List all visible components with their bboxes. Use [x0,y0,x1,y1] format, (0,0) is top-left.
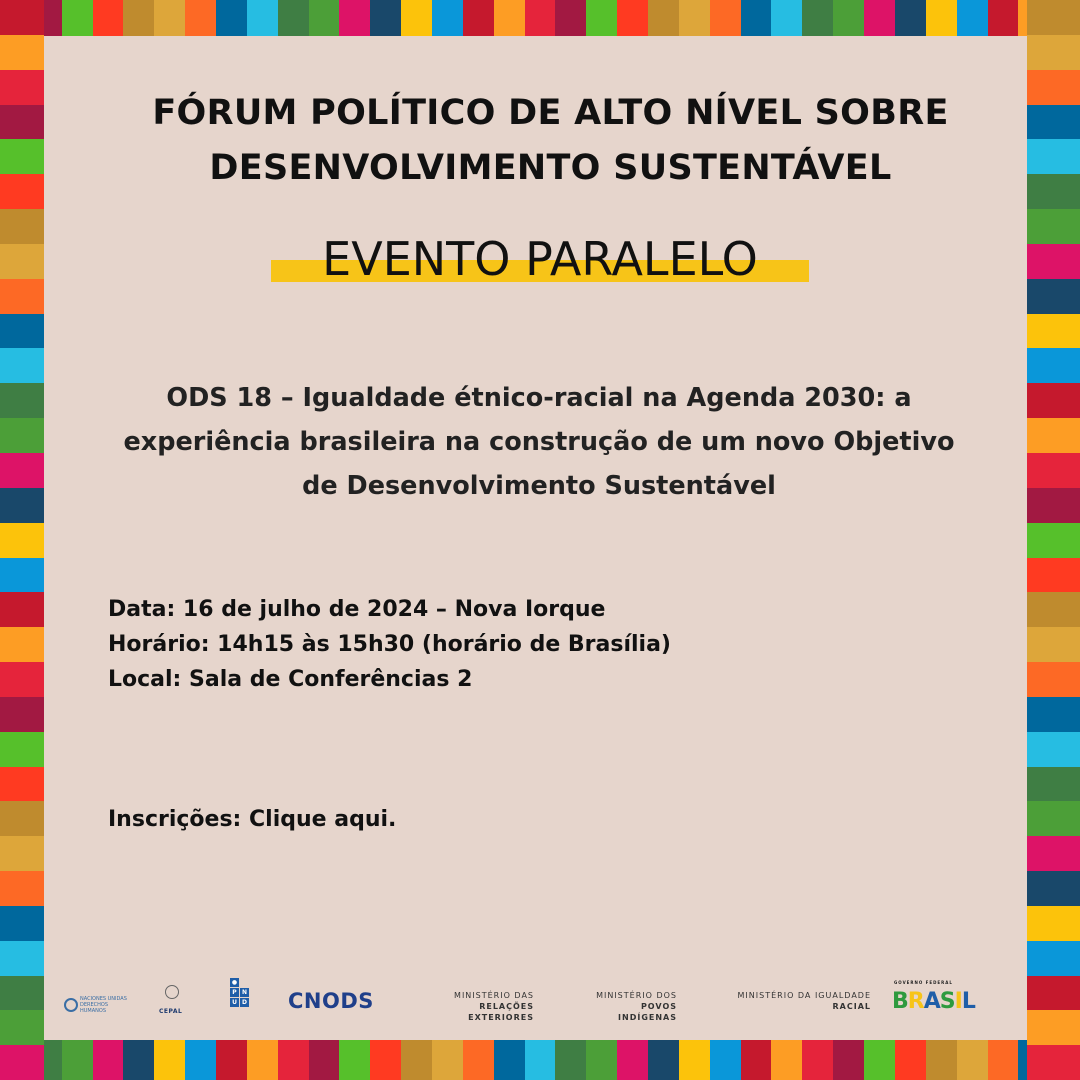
border-tile [895,1040,926,1080]
border-tile [771,1040,802,1080]
border-tile [1027,697,1080,732]
brasil-wordmark [892,989,975,1014]
border-tile [0,558,44,593]
border-tile [555,1040,586,1080]
border-tile [833,0,864,36]
border-tile [1027,1045,1080,1080]
border-tile [0,418,44,453]
forum-title-line1: FÓRUM POLÍTICO DE ALTO NÍVEL SOBRE [152,93,949,133]
left-color-border [0,0,44,1080]
border-tile [1027,732,1080,767]
border-tile [1027,871,1080,906]
border-tile [0,139,44,174]
border-tile [648,0,679,36]
border-tile [0,801,44,836]
border-tile [1027,662,1080,697]
border-tile [617,0,648,36]
border-tile [525,1040,556,1080]
border-tile [0,906,44,941]
border-tile [1027,314,1080,349]
border-tile [154,1040,185,1080]
border-tile [0,662,44,697]
forum-title [44,86,1027,196]
border-tile [0,244,44,279]
event-badge [271,226,809,292]
border-tile [463,0,494,36]
mre-logo: MINISTÉRIO DAS RELAÇÕES EXTERIORES [454,991,534,1022]
brasil-letter: I [954,989,962,1014]
border-tile [1027,348,1080,383]
border-tile [0,0,44,35]
border-tile [432,0,463,36]
border-tile [123,0,154,36]
border-tile [0,174,44,209]
border-tile [0,523,44,558]
border-tile [1027,906,1080,941]
mir-logo: MINISTÉRIO DA IGUALDADE RACIAL [737,991,871,1011]
border-tile [401,0,432,36]
right-color-border [1027,0,1080,1080]
top-color-border [0,0,1080,36]
brasil-letter: B [892,989,908,1014]
brasil-letter: L [961,989,975,1014]
event-title [94,376,984,508]
event-title-line3: de Desenvolvimento Sustentável [302,471,776,501]
badge-label: EVENTO PARALELO [322,232,758,286]
border-tile [1027,767,1080,802]
border-tile [62,0,93,36]
cnods-logo: CNODS [288,989,374,1013]
border-tile [494,0,525,36]
border-tile [401,1040,432,1080]
un-globe-icon [64,998,78,1012]
border-tile [957,0,988,36]
border-tile [494,1040,525,1080]
border-tile [1027,0,1080,35]
border-tile [93,0,124,36]
border-tile [1027,209,1080,244]
forum-title-line2: DESENVOLVIMENTO SUSTENTÁVEL [209,148,892,188]
border-tile [0,209,44,244]
pnud-logo: ● P N U D [231,979,248,1006]
border-tile [679,1040,710,1080]
brasil-letter: S [939,989,955,1014]
mpi-logo: MINISTÉRIO DOS POVOS INDÍGENAS [596,991,677,1022]
border-tile [617,1040,648,1080]
border-tile [1027,592,1080,627]
border-tile [463,1040,494,1080]
border-tile [0,105,44,140]
border-tile [216,1040,247,1080]
border-tile [0,70,44,105]
border-tile [710,0,741,36]
border-tile [988,1040,1019,1080]
border-tile [309,1040,340,1080]
border-tile [0,488,44,523]
border-tile [0,1010,44,1045]
border-tile [1027,1010,1080,1045]
event-time: Horário: 14h15 às 15h30 (horário de Brasília) [108,632,671,657]
border-tile [0,767,44,802]
border-tile [1027,279,1080,314]
border-tile [0,35,44,70]
registration-link[interactable]: Inscrições: Clique aqui. [108,807,397,832]
border-tile [0,871,44,906]
border-tile [1027,174,1080,209]
border-tile [216,0,247,36]
border-tile [278,1040,309,1080]
border-tile [1027,244,1080,279]
border-tile [1027,139,1080,174]
border-tile [370,1040,401,1080]
border-tile [555,0,586,36]
border-tile [1027,488,1080,523]
partner-logos: NACIONES UNIDAS DERECHOS HUMANOS CEPAL ● P N U D CNODS MINISTÉRIO DAS RELAÇÕES EXTERIORES MINISTÉRIO DOS POVOS INDÍGENAS MINISTÉRIO DA IGUALDADE RACIAL GOVERNO FEDERAL BRASIL [44,976,1027,1032]
border-tile [0,592,44,627]
border-tile [1027,35,1080,70]
border-tile [895,0,926,36]
border-tile [93,1040,124,1080]
border-tile [586,0,617,36]
border-tile [741,1040,772,1080]
border-tile [0,279,44,314]
border-tile [1027,558,1080,593]
bottom-color-border [0,1040,1080,1080]
event-title-line1: ODS 18 – Igualdade étnico-racial na Agenda 2030: a [166,383,912,413]
border-tile [1027,105,1080,140]
border-tile [185,1040,216,1080]
governo-federal-logo: GOVERNO FEDERAL BRASIL [892,980,975,1014]
border-tile [525,0,556,36]
content-panel [44,36,1027,1040]
border-tile [0,627,44,662]
border-tile [0,348,44,383]
border-tile [0,314,44,349]
border-tile [957,1040,988,1080]
border-tile [1027,976,1080,1011]
cepal-logo: CEPAL [157,982,187,1018]
border-tile [771,0,802,36]
brasil-letter: A [923,989,940,1014]
border-tile [0,732,44,767]
border-tile [926,1040,957,1080]
border-tile [0,383,44,418]
border-tile [62,1040,93,1080]
border-tile [1027,627,1080,662]
event-title-line2: experiência brasileira na construção de um novo Objetivo [123,427,955,457]
border-tile [0,453,44,488]
border-tile [586,1040,617,1080]
border-tile [0,976,44,1011]
border-tile [864,0,895,36]
border-tile [1027,523,1080,558]
border-tile [339,1040,370,1080]
event-details [108,592,808,697]
border-tile [802,0,833,36]
border-tile [648,1040,679,1080]
border-tile [710,1040,741,1080]
border-tile [0,697,44,732]
border-tile [0,1045,44,1080]
border-tile [1027,801,1080,836]
border-tile [926,0,957,36]
border-tile [0,941,44,976]
border-tile [278,0,309,36]
event-location: Local: Sala de Conferências 2 [108,667,473,692]
border-tile [309,0,340,36]
border-tile [1027,941,1080,976]
border-tile [833,1040,864,1080]
border-tile [339,0,370,36]
border-tile [1027,453,1080,488]
un-emblem-icon [165,985,179,999]
border-tile [0,836,44,871]
border-tile [802,1040,833,1080]
border-tile [370,0,401,36]
brasil-letter: R [907,989,924,1014]
border-tile [123,1040,154,1080]
event-date: Data: 16 de julho de 2024 – Nova Iorque [108,597,606,622]
border-tile [741,0,772,36]
border-tile [1027,836,1080,871]
border-tile [864,1040,895,1080]
border-tile [247,0,278,36]
pnud-emblem-icon: ● [231,979,238,986]
border-tile [1027,383,1080,418]
border-tile [432,1040,463,1080]
border-tile [1027,70,1080,105]
border-tile [1027,418,1080,453]
border-tile [247,1040,278,1080]
border-tile [679,0,710,36]
border-tile [185,0,216,36]
border-tile [988,0,1019,36]
border-tile [154,0,185,36]
